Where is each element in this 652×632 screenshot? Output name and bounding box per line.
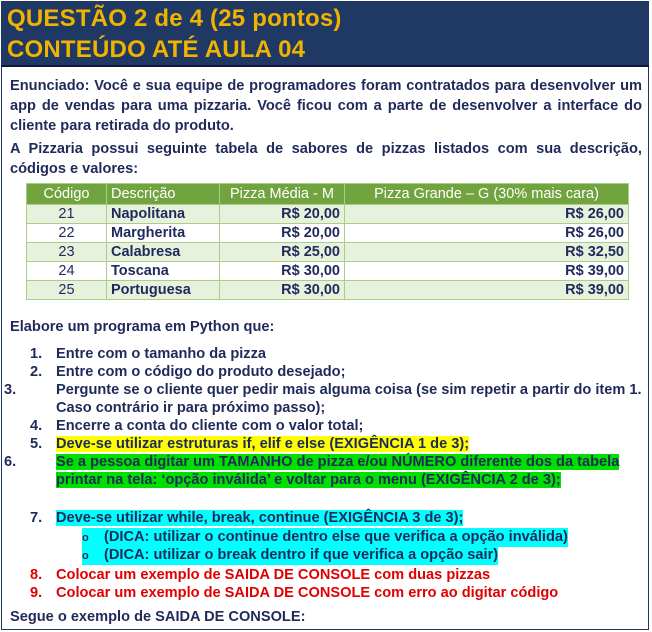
list-item: [30, 435, 642, 453]
pizza-table: [26, 183, 629, 300]
table-row: [27, 205, 629, 224]
cell-preco-grande: R$ 26,00: [345, 205, 629, 224]
list-text-highlight-cyan: Deve-se utilizar while, break, continue (EXIGÊNCIA 3 de 3);: [56, 510, 464, 526]
table-row: [27, 224, 629, 243]
content-scope: CONTEÚDO ATÉ AULA 04: [7, 36, 306, 63]
list-item: [30, 345, 642, 363]
cell-preco-media: R$ 20,00: [220, 224, 345, 243]
list-item: [30, 363, 642, 381]
table-row: [27, 281, 629, 300]
list-item: [30, 584, 642, 602]
list-number: 5.: [30, 436, 43, 452]
cell-preco-grande: R$ 32,50: [345, 243, 629, 262]
cell-preco-grande: R$ 39,00: [345, 281, 629, 300]
cell-descricao: Portuguesa: [107, 281, 220, 300]
cell-preco-media: R$ 25,00: [220, 243, 345, 262]
list-number: 8.: [30, 567, 43, 583]
list-text: Encerre a conta do cliente com o valor total;: [56, 418, 364, 434]
list-item: [30, 417, 642, 435]
list-number: 1.: [30, 346, 43, 362]
table-row: [27, 262, 629, 281]
list-number: 4.: [30, 418, 43, 434]
cell-descricao: Calabresa: [107, 243, 220, 262]
list-text: Entre com o tamanho da pizza: [56, 346, 267, 362]
table-row: [27, 243, 629, 262]
header-codigo: Código: [27, 184, 107, 205]
header-pizza-media: Pizza Média - M: [220, 184, 345, 205]
question-title: QUESTÃO 2 de 4 (25 pontos): [7, 5, 342, 32]
list-text: Entre com o código do produto desejado;: [56, 364, 346, 380]
bullet-icon: o: [82, 532, 89, 544]
cell-preco-media: R$ 30,00: [220, 262, 345, 281]
cell-preco-media: R$ 20,00: [220, 205, 345, 224]
list-number: 2.: [30, 364, 43, 380]
list-text-highlight-green: Se a pessoa digitar um TAMANHO de pizza e/ou NÚMERO diferente dos da tabela printar na tela: ‘opção inválida’ e voltar para o menu (EXIGÊNCIA 2 de 3);: [56, 454, 620, 488]
cell-preco-media: R$ 30,00: [220, 281, 345, 300]
table-intro-paragraph: A Pizzaria possui seguinte tabela de sabores de pizzas listados com sua descrição, códigos e valores:: [10, 141, 642, 177]
list-number: 7.: [30, 510, 43, 526]
list-number: 3.: [4, 382, 17, 398]
cell-codigo: 24: [27, 262, 107, 281]
cell-descricao: Margherita: [107, 224, 220, 243]
table-header-row: [27, 184, 629, 205]
question-header: [1, 1, 649, 67]
header-pizza-grande: Pizza Grande – G (30% mais cara): [345, 184, 629, 205]
dica-item: [82, 528, 568, 547]
cell-preco-grande: R$ 39,00: [345, 262, 629, 281]
cell-codigo: 25: [27, 281, 107, 300]
cell-descricao: Toscana: [107, 262, 220, 281]
elabore-paragraph: Elabore um programa em Python que:: [10, 319, 275, 335]
list-item: [30, 509, 642, 527]
enunciado-paragraph: Enunciado: Você e sua equipe de programadores foram contratados para desenvolver um app de vendas para uma pizzaria. Você ficou com a parte de desenvolver a interface do cliente para retirada do produto.: [10, 78, 642, 134]
cell-codigo: 21: [27, 205, 107, 224]
list-number: 6.: [4, 454, 17, 470]
dica-text: (DICA: utilizar o continue dentro else que verifica a opção inválida): [104, 529, 568, 545]
list-item: [4, 453, 652, 489]
cell-codigo: 23: [27, 243, 107, 262]
footer-paragraph: Segue o exemplo de SAIDA DE CONSOLE:: [10, 609, 306, 625]
cell-descricao: Napolitana: [107, 205, 220, 224]
list-text: Colocar um exemplo de SAIDA DE CONSOLE com duas pizzas: [56, 567, 491, 583]
dica-item: [82, 546, 498, 565]
list-number: 9.: [30, 585, 43, 601]
list-item: [30, 566, 642, 584]
list-item: [4, 381, 652, 417]
list-text: Colocar um exemplo de SAIDA DE CONSOLE com erro ao digitar código: [56, 585, 559, 601]
dica-text: (DICA: utilizar o break dentro if que verifica a opção sair): [104, 547, 499, 563]
cell-preco-grande: R$ 26,00: [345, 224, 629, 243]
bullet-icon: o: [82, 550, 89, 562]
list-text: Pergunte se o cliente quer pedir mais alguma coisa (se sim repetir a partir do item 1. Caso contrário ir para próximo passo);: [56, 382, 642, 416]
cell-codigo: 22: [27, 224, 107, 243]
list-text-highlight-yellow: Deve-se utilizar estruturas if, elif e else (EXIGÊNCIA 1 de 3);: [56, 436, 470, 452]
header-descricao: Descrição: [107, 184, 220, 205]
